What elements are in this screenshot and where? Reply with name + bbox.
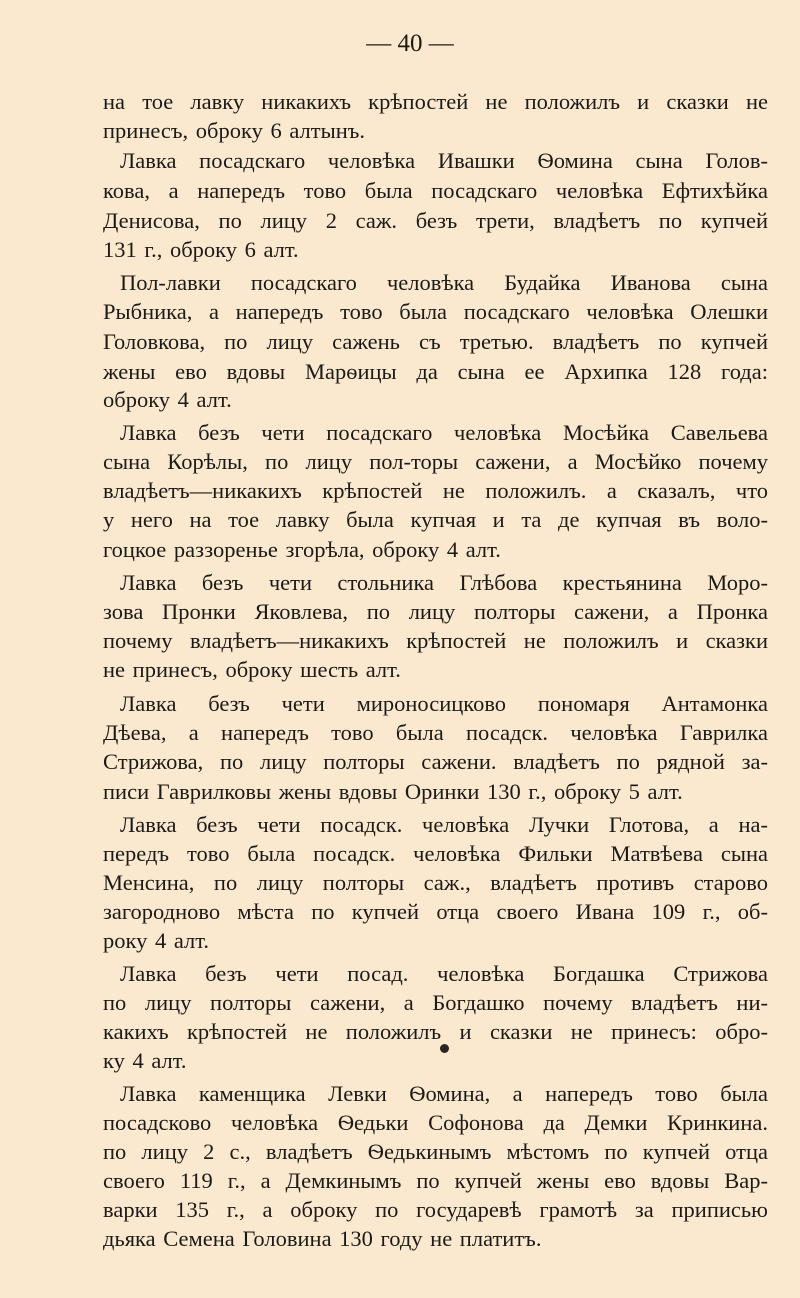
text-line: зова Пронки Яковлева, по лицу полторы сажени, а Пронка (103, 599, 768, 624)
text-line: Пол-лавки посадскаго человѣка Будайка Иванова сына (120, 270, 768, 295)
text-line: Лавка каменщика Левки Ѳомина, а напередъ тово была (120, 1081, 768, 1106)
text-line: принесъ, оброку 6 алтынъ. (103, 118, 366, 143)
text-line: передъ тово была посадск. человѣка Фильки Матвѣева сына (103, 841, 768, 866)
text-line: Рыбника, а напередъ тово была посадскаго человѣка Олешки (103, 299, 768, 324)
text-line: дьяка Семена Головина 130 году не платитъ. (103, 1226, 542, 1251)
text-line: сына Корѣлы, по лицу пол-торы сажени, а Мосѣйко почему (103, 449, 768, 474)
text-line: Лавка безъ чети посадскаго человѣка Мосѣйка Савельева (120, 420, 768, 445)
text-line: 131 г., оброку 6 алт. (103, 237, 299, 262)
text-line: по лицу полторы сажени, а Богдашко почему владѣетъ ни- (103, 990, 768, 1015)
text-line: посадсково человѣка Ѳедьки Софонова да Демки Кринкина. (103, 1110, 768, 1135)
text-line: Лавка безъ чети посад. человѣка Богдашка Стрижова (120, 961, 768, 986)
text-line: Дѣева, а напередъ тово была посадск. человѣка Гаврилка (103, 720, 768, 745)
text-line: какихъ крѣпостей не положилъ и сказки не принесъ: обро- (103, 1019, 768, 1044)
text-line: владѣетъ—никакихъ крѣпостей не положилъ. а сказалъ, что (103, 478, 768, 503)
text-line: Лавка безъ чети мироносицково пономаря Антамонка (120, 691, 768, 716)
text-line: кова, а напередъ тово была посадскаго человѣка Ефтихѣйка (103, 178, 768, 203)
text-line: загородново мѣста по купчей отца своего Ивана 109 г., об- (103, 899, 768, 924)
text-line: писи Гаврилковы жены вдовы Оринки 130 г., оброку 5 алт. (103, 779, 683, 804)
text-line: на тое лавку никакихъ крѣпостей не положилъ и сказки не (103, 89, 768, 114)
text-line: ку 4 алт. (103, 1048, 187, 1073)
text-line: не принесъ, оброку шесть алт. (103, 657, 401, 682)
text-line: Лавка посадскаго человѣка Ивашки Ѳомина сына Голов- (120, 148, 768, 173)
text-line: гоцкое раззоренье згорѣла, оброку 4 алт. (103, 537, 501, 562)
text-line: по лицу 2 с., владѣетъ Ѳедькинымъ мѣстомъ по купчей отца (103, 1139, 768, 1164)
page-number: — 40 — (366, 30, 454, 57)
text-line: своего 119 г., а Демкинымъ по купчей жены ево вдовы Вар- (103, 1168, 768, 1193)
text-line: жены ево вдовы Марѳицы да сына ее Архипка 128 года: (103, 359, 768, 384)
text-line: варки 135 г., а оброку по государевѣ грамотѣ за приписью (103, 1197, 768, 1222)
text-line: Лавка безъ чети посадск. человѣка Лучки Глотова, а на- (120, 812, 768, 837)
text-line: оброку 4 алт. (103, 387, 232, 412)
text-line: року 4 алт. (103, 928, 210, 953)
text-line: Лавка безъ чети стольника Глѣбова крестьянина Моро- (120, 570, 768, 595)
text-line: Головкова, по лицу сажень съ третью. владѣетъ по купчей (103, 329, 768, 354)
text-line: почему владѣетъ—никакихъ крѣпостей не положилъ и сказки (103, 628, 768, 653)
text-line: у него на тое лавку была купчая и та де купчая въ воло- (103, 507, 768, 532)
ink-spot (440, 1044, 449, 1053)
text-line: Денисова, по лицу 2 саж. безъ трети, владѣетъ по купчей (103, 208, 768, 233)
text-line: Стрижова, по лицу полторы сажени. владѣетъ по рядной за- (103, 749, 768, 774)
text-line: Менсина, по лицу полторы саж., владѣетъ противъ старово (103, 870, 768, 895)
